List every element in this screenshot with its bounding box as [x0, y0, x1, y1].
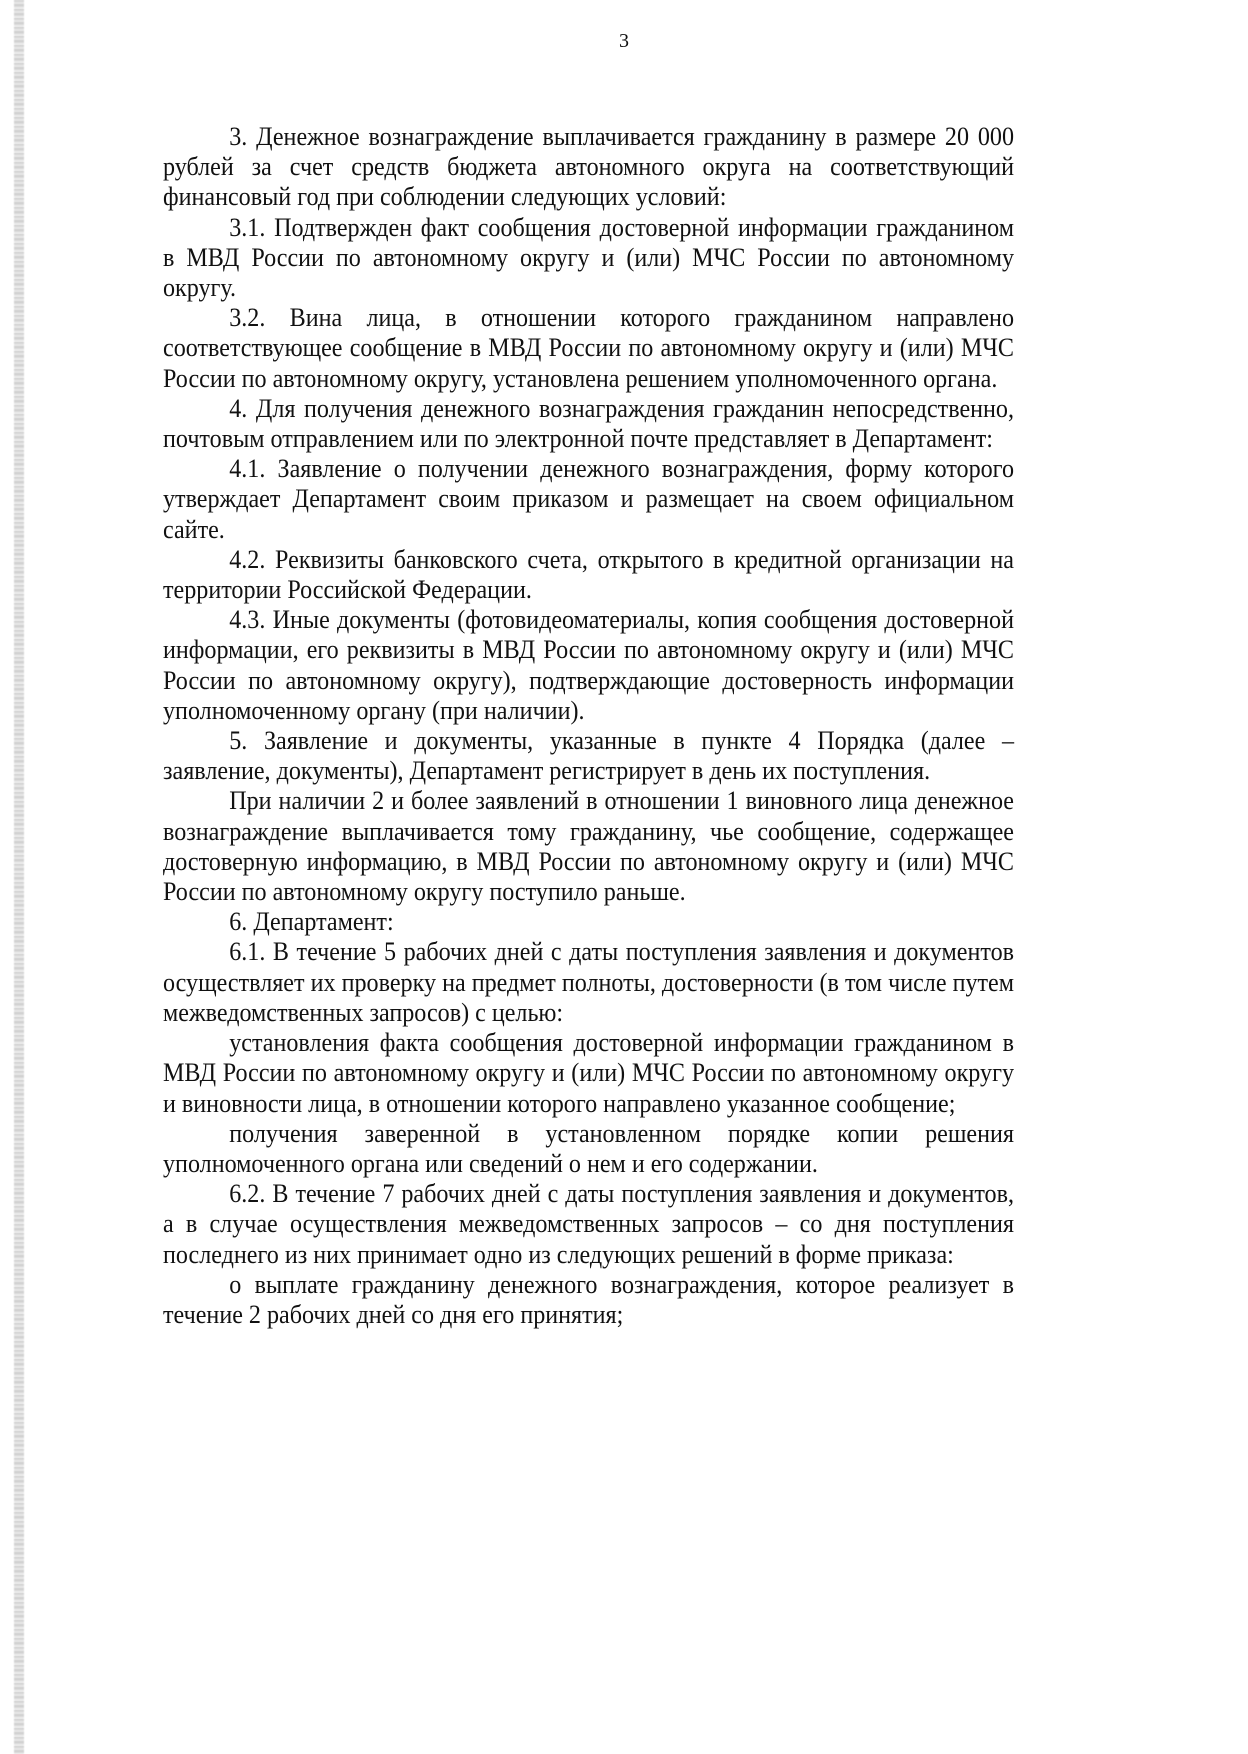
paragraph-4-2: 4.2. Реквизиты банковского счета, открытого в кредитной организации на территории Российской Федерации.: [163, 544, 1014, 605]
paragraph-4-1: 4.1. Заявление о получении денежного вознаграждения, форму которого утверждает Департамент своим приказом и размещает на своем официальном сайте.: [163, 454, 1014, 544]
paragraph-3-1: 3.1. Подтвержден факт сообщения достоверной информации гражданином в МВД России по автономному округу и (или) МЧС России по автономному округу.: [163, 212, 1014, 303]
paragraph-6-2-a: о выплате гражданину денежного вознаграждения, которое реализует в течение 2 рабочих дней со дня его принятия;: [163, 1269, 1014, 1329]
paragraph-3-2: 3.2. Вина лица, в отношении которого гражданином направлено соответствующее сообщение в МВД России по автономному округу и (или) МЧС России по автономному округу, установлена решением уполномоченного органа.: [163, 303, 1014, 393]
paragraph-4-3: 4.3. Иные документы (фотовидеоматериалы, копия сообщения достоверной информации, его реквизиты в МВД России по автономному округу и (или) МЧС России по автономному округу), подтверждающие достоверность информации уполномоченному органу (при наличии).: [163, 605, 1014, 725]
paragraph-6-1-a: установления факта сообщения достоверной информации гражданином в МВД России по автономному округу и (или) МЧС России по автономному округу и виновности лица, в отношении которого направлено указанное сообщение;: [163, 1028, 1014, 1118]
page-number: 3: [619, 30, 629, 52]
paragraph-6-1-b: получения заверенной в установленном порядке копии решения уполномоченного органа или сведений о нем и его содержании.: [163, 1118, 1014, 1178]
scan-edge-artifact: [14, 0, 24, 1754]
paragraph-6-2: 6.2. В течение 7 рабочих дней с даты поступления заявления и документов, а в случае осуществления межведомственных запросов – со дня поступления последнего из них принимает одно из следующих решений в форме приказа:: [163, 1179, 1014, 1269]
paragraph-3: 3. Денежное вознаграждение выплачивается гражданину в размере 20 000 рублей за счет средств бюджета автономного округа на соответствующий финансовый год при соблюдении следующих условий:: [163, 122, 1014, 212]
paragraph-6: 6. Департамент:: [229, 907, 394, 937]
document-body: [163, 122, 1014, 1330]
paragraph-5-note: При наличии 2 и более заявлений в отношении 1 виновного лица денежное вознаграждение выплачивается тому гражданину, чье сообщение, содержащее достоверную информацию, в МВД России по автономному округу и (или) МЧС России по автономному округу поступило раньше.: [163, 786, 1014, 907]
paragraph-6-1: 6.1. В течение 5 рабочих дней с даты поступления заявления и документов осуществляет их проверку на предмет полноты, достоверности (в том числе путем межведомственных запросов) с целью:: [163, 937, 1014, 1027]
paragraph-4: 4. Для получения денежного вознаграждения гражданин непосредственно, почтовым отправлением или по электронной почте представляет в Департамент:: [163, 393, 1014, 454]
paragraph-5: 5. Заявление и документы, указанные в пункте 4 Порядка (далее – заявление, документы), Департамент регистрирует в день их поступления.: [163, 726, 1014, 786]
